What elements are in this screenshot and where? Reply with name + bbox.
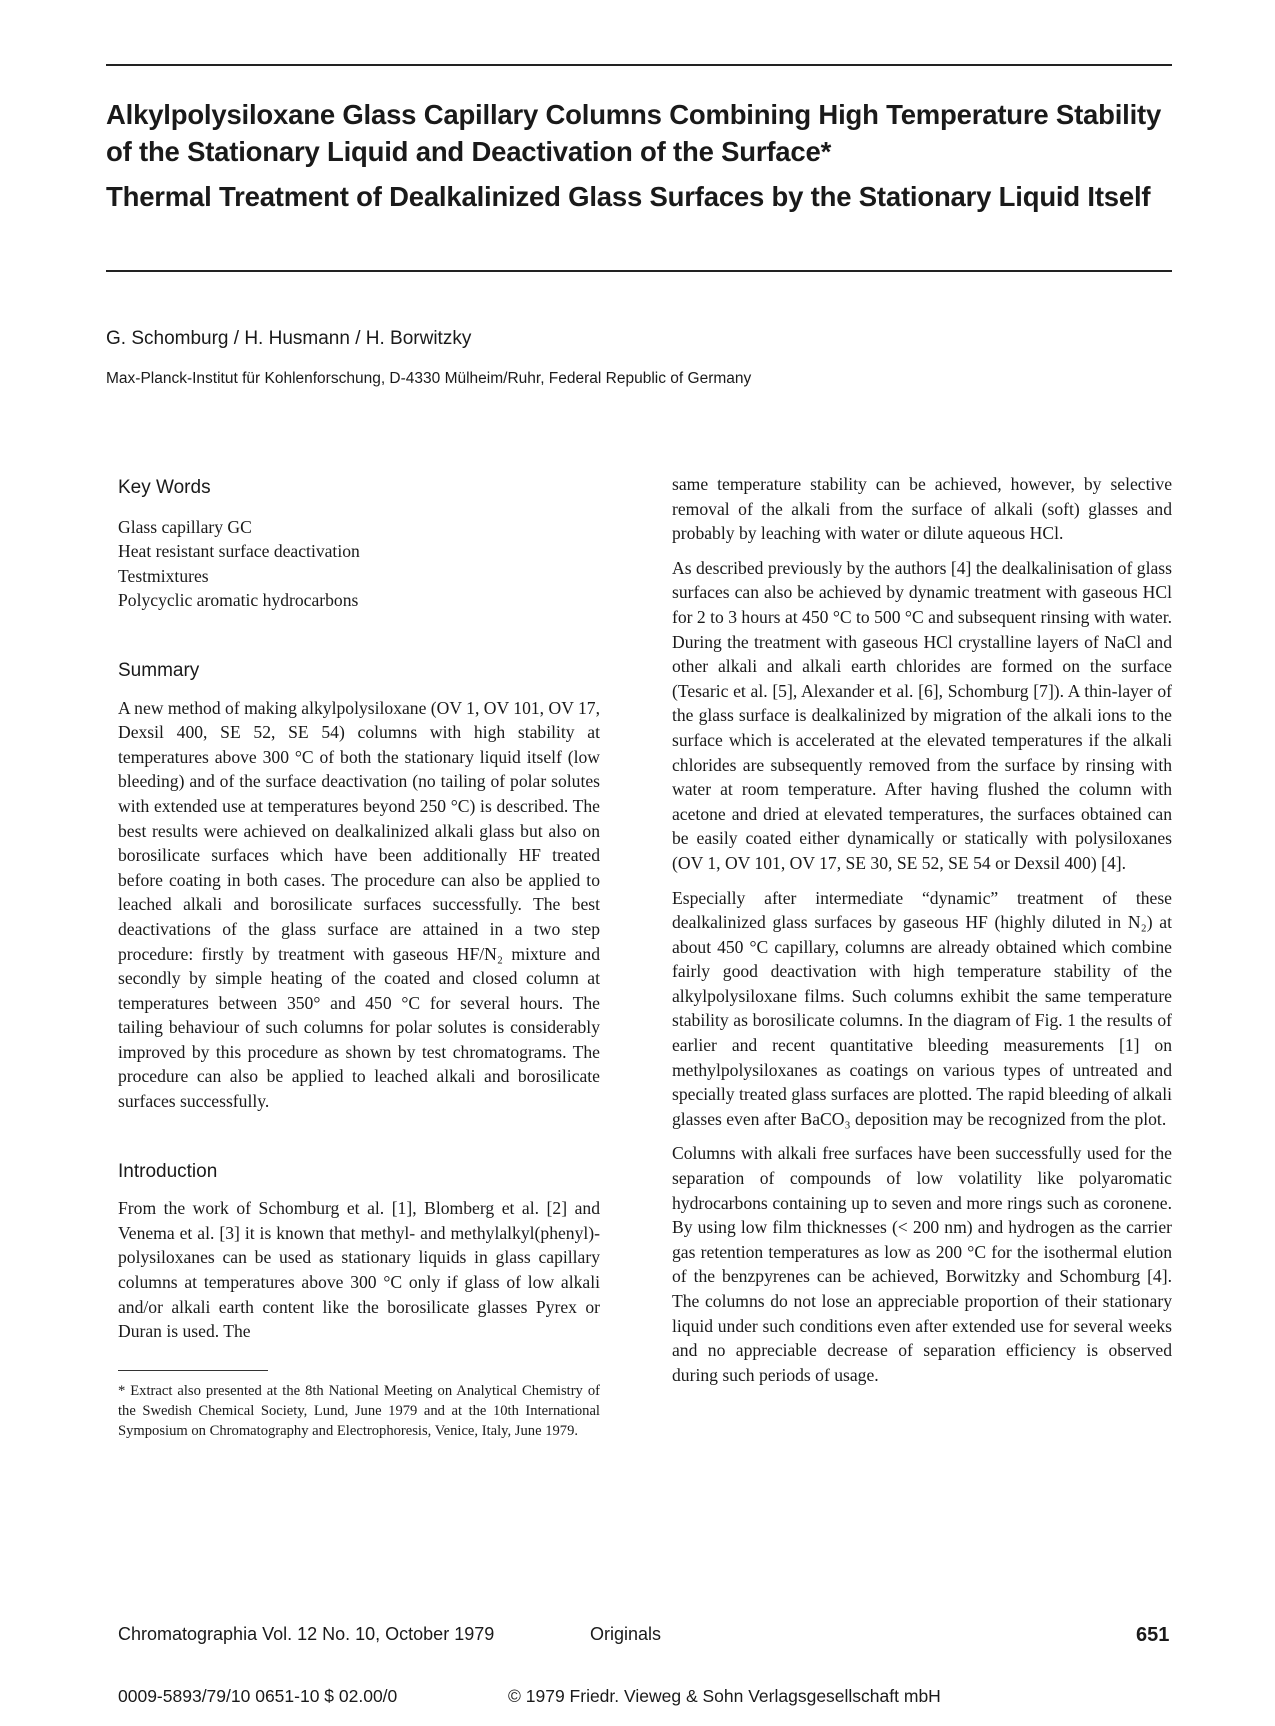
affiliation: Max-Planck-Institut für Kohlenforschung, D-4330 Mülheim/Ruhr, Federal Republic of Germany: [106, 370, 752, 387]
top-rule: [106, 64, 1172, 66]
introduction-text: From the work of Schomburg et al. [1], Blomberg et al. [2] and Venema et al. [3] it is known that methyl- and methylalkyl(phenyl)-polysiloxanes can be used as stationary liquids in glass capillary columns at temperatures above 300 °C only if glass of low alkali and/or alkali earth content like the borosilicate glasses Pyrex or Duran is used. The: [118, 1198, 600, 1342]
paragraph: Especially after intermediate “dynamic” treatment of these dealkalinized glass surfaces by gaseous HF (highly diluted in N₂) at about 450 °C capillary, columns are already obtained which combine fairly good deactivation with high temperature stability of the alkylpolysiloxane films. Such columns exhibit the same temperature stability as borosilicate columns. In the diagram of Fig. 1 the results of earlier and recent quantitative bleeding measurements [1] on methylpolysiloxanes as coatings on various types of untreated and specially treated glass surfaces are plotted. The rapid bleeding of alkali glasses even after BaCO₃ deposition may be recognized from the plot.: [672, 887, 1172, 1129]
keyword-item: Heat resistant surface deactivation: [118, 541, 360, 562]
paper-title: Alkylpolysiloxane Glass Capillary Columns Combining High Temperature Stability of the Stationary Liquid and Deactivation of the Surface*: [106, 99, 1162, 167]
title-block: [106, 96, 1172, 215]
keyword-item: Glass capillary GC: [118, 516, 252, 537]
introduction-heading: Introduction: [118, 1160, 218, 1182]
authors: G. Schomburg / H. Husmann / H. Borwitzky: [106, 328, 472, 349]
summary-heading: Summary: [118, 659, 200, 681]
paragraph: Columns with alkali free surfaces have been successfully used for the separation of compounds of low volatility like polyaromatic hydrocarbons containing up to seven and more rings such as coronene. By using low film thicknesses (< 200 nm) and hydrogen as the carrier gas retention temperatures as low as 200 °C for the isothermal elution of the benzpyrenes can be achieved, Borwitzky and Schomburg [4]. The columns do not lose an appreciable proportion of their stationary liquid under such conditions even after extended use for several weeks and no appreciable decrease of separation efficiency is observed during such periods of usage.: [672, 1143, 1172, 1385]
page-number: 651: [1136, 1624, 1170, 1646]
keywords-heading: Key Words: [118, 477, 211, 498]
copyright: © 1979 Friedr. Vieweg & Sohn Verlagsgesellschaft mbH: [508, 1686, 941, 1706]
title-bottom-rule: [106, 270, 1172, 272]
paragraph: same temperature stability can be achieved, however, by selective removal of the alkali from the surface of alkali (soft) glasses and probably by leaching with water or dilute aqueous HCl.: [672, 474, 1172, 544]
right-column: [672, 472, 1172, 1387]
article-code: 0009-5893/79/10 0651-10 $ 02.00/0: [118, 1686, 398, 1706]
keyword-item: Testmixtures: [118, 565, 209, 586]
paper-subtitle: Thermal Treatment of Dealkalinized Glass Surfaces by the Stationary Liquid Itself: [106, 181, 1151, 212]
keyword-item: Polycyclic aromatic hydrocarbons: [118, 590, 359, 611]
section-label: Originals: [590, 1624, 662, 1644]
footnote: * Extract also presented at the 8th National Meeting on Analytical Chemistry of the Swedish Chemical Society, Lund, June 1979 and at the 10th International Symposium on Chromatography and Electrophoresis, Venice, Italy, June 1979.: [118, 1382, 600, 1439]
paragraph: As described previously by the authors [4] the dealkalinisation of glass surfaces can also be achieved by dynamic treatment with gaseous HCl for 2 to 3 hours at 450 °C to 500 °C and subsequent rinsing with water. During the treatment with gaseous HCl crystalline layers of NaCl and other alkali and alkali earth chlorides are formed on the surface (Tesaric et al. [5], Alexander et al. [6], Schomburg [7]). A thin-layer of the glass surface is dealkalinized by migration of the alkali ions to the surface which is accelerated at the elevated temperatures if the alkali chlorides are subsequently removed from the surface by rinsing with water at room temperature. After having flushed the column with acetone and dried at elevated temperatures, the surfaces obtained can be easily coated either dynamically or statically with polysiloxanes (OV 1, OV 101, OV 17, SE 30, SE 52, SE 54 or Dexsil 400) [4].: [672, 557, 1172, 873]
journal-citation: Chromatographia Vol. 12 No. 10, October 1979: [118, 1624, 495, 1644]
left-column: [118, 476, 600, 1441]
summary-text: A new method of making alkylpolysiloxane (OV 1, OV 101, OV 17, Dexsil 400, SE 52, SE 54) columns with high stability at temperatures above 300 °C of both the stationary liquid itself (low bleeding) and of the surface deactivation (no tailing of polar solutes with extended use at temperatures beyond 250 °C) is described. The best results were achieved on dealkalinized alkali glass but also on borosilicate surfaces which have been additionally HF treated before coating in both cases. The procedure can also be applied to leached alkali and borosilicate surfaces successfully. The best deactivations of the glass surface are attained in a two step procedure: firstly by treatment with gaseous HF/N₂ mixture and secondly by simple heating of the coated and closed column at temperatures between 350° and 450 °C for several hours. The tailing behaviour of such columns for polar solutes is considerably improved by this procedure as shown by test chromatograms. The procedure can also be applied to leached alkali and borosilicate surfaces successfully.: [118, 697, 600, 1112]
